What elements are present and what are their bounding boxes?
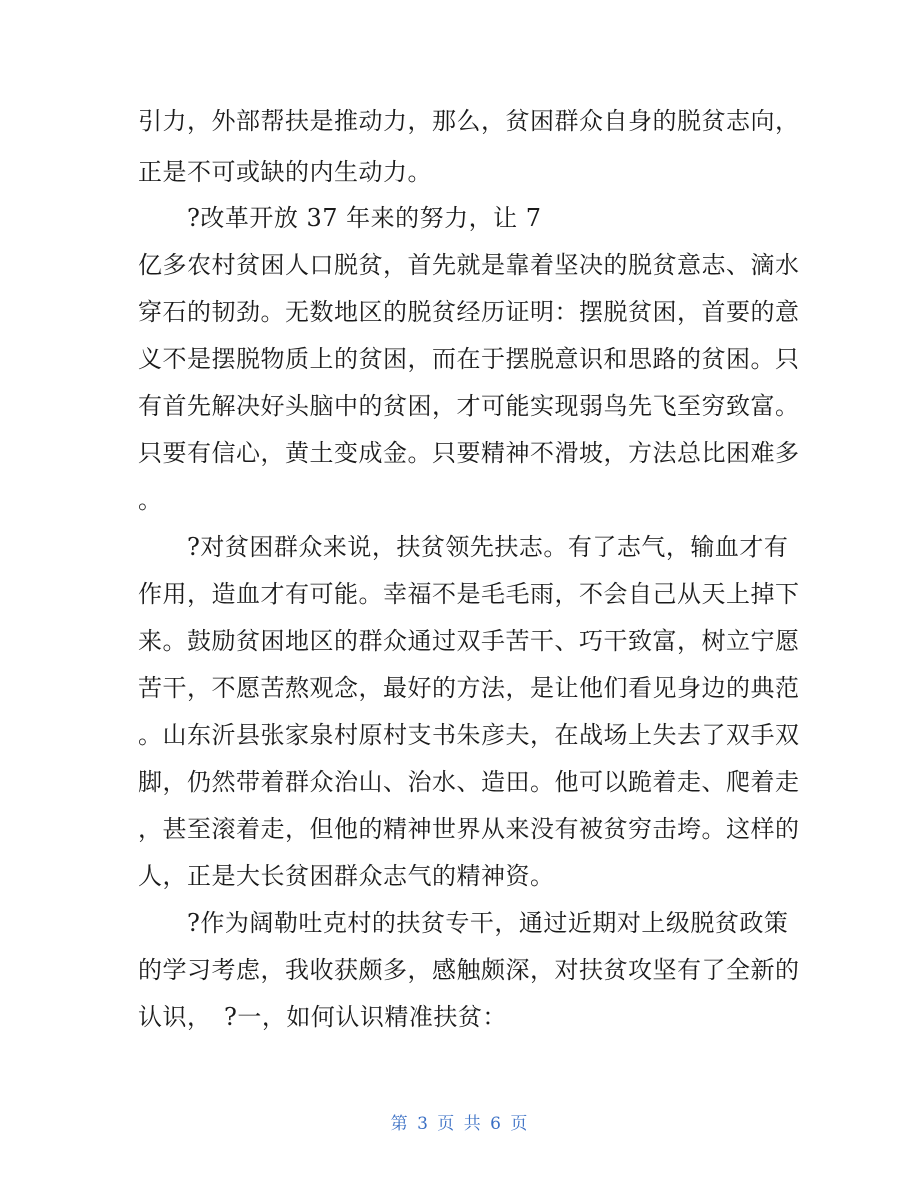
text-line-4: 亿多农村贫困人口脱贫，首先就是靠着坚决的脱贫意志、滴水 xyxy=(138,251,800,279)
text-line-8: 只要有信心，黄土变成金。只要精神不滑坡，方法总比困难多 xyxy=(138,439,800,467)
text-line-10: ?对贫困群众来说，扶贫领先扶志。有了志气，输血才有 xyxy=(138,533,789,561)
text-line-7: 有首先解决好头脑中的贫困，才可能实现弱鸟先飞至穷致富。 xyxy=(138,392,800,420)
text-line-2: 正是不可或缺的内生动力。 xyxy=(138,158,432,186)
text-line-14: 。山东沂县张家泉村原村支书朱彦夫，在战场上失去了双手双 xyxy=(138,721,800,749)
text-line-19: 的学习考虑，我收获颇多，感触颇深，对扶贫攻坚有了全新的 xyxy=(138,956,800,984)
text-line-18: ?作为阔勒吐克村的扶贫专干，通过近期对上级脱贫政策 xyxy=(138,909,789,937)
text-line-5: 穿石的韧劲。无数地区的脱贫经历证明：摆脱贫困，首要的意 xyxy=(138,298,800,326)
text-line-17: 人，正是大长贫困群众志气的精神资。 xyxy=(138,862,555,890)
text-line-11: 作用，造血才有可能。幸福不是毛毛雨，不会自己从天上掉下 xyxy=(138,580,800,608)
text-line-6: 义不是摆脱物质上的贫困，而在于摆脱意识和思路的贫困。只 xyxy=(138,345,800,373)
text-line-15: 脚，仍然带着群众治山、治水、造田。他可以跪着走、爬着走 xyxy=(138,768,800,796)
text-line-20: 认识， ?一，如何认识精准扶贫： xyxy=(138,1003,507,1031)
text-line-16: ，甚至滚着走，但他的精神世界从来没有被贫穷击垮。这样的 xyxy=(138,815,800,843)
text-line-9: 。 xyxy=(138,486,163,514)
text-line-13: 苦干，不愿苦熬观念，最好的方法，是让他们看见身边的典范 xyxy=(138,674,800,702)
text-line-3: ?改革开放 37 年来的努力，让 7 xyxy=(138,204,542,232)
text-line-12: 来。鼓励贫困地区的群众通过双手苦干、巧干致富，树立宁愿 xyxy=(138,627,800,655)
page-number-footer: 第 3 页 共 6 页 xyxy=(390,1114,530,1134)
text-line-1: 引力，外部帮扶是推动力，那么，贫困群众自身的脱贫志向， xyxy=(138,107,800,135)
